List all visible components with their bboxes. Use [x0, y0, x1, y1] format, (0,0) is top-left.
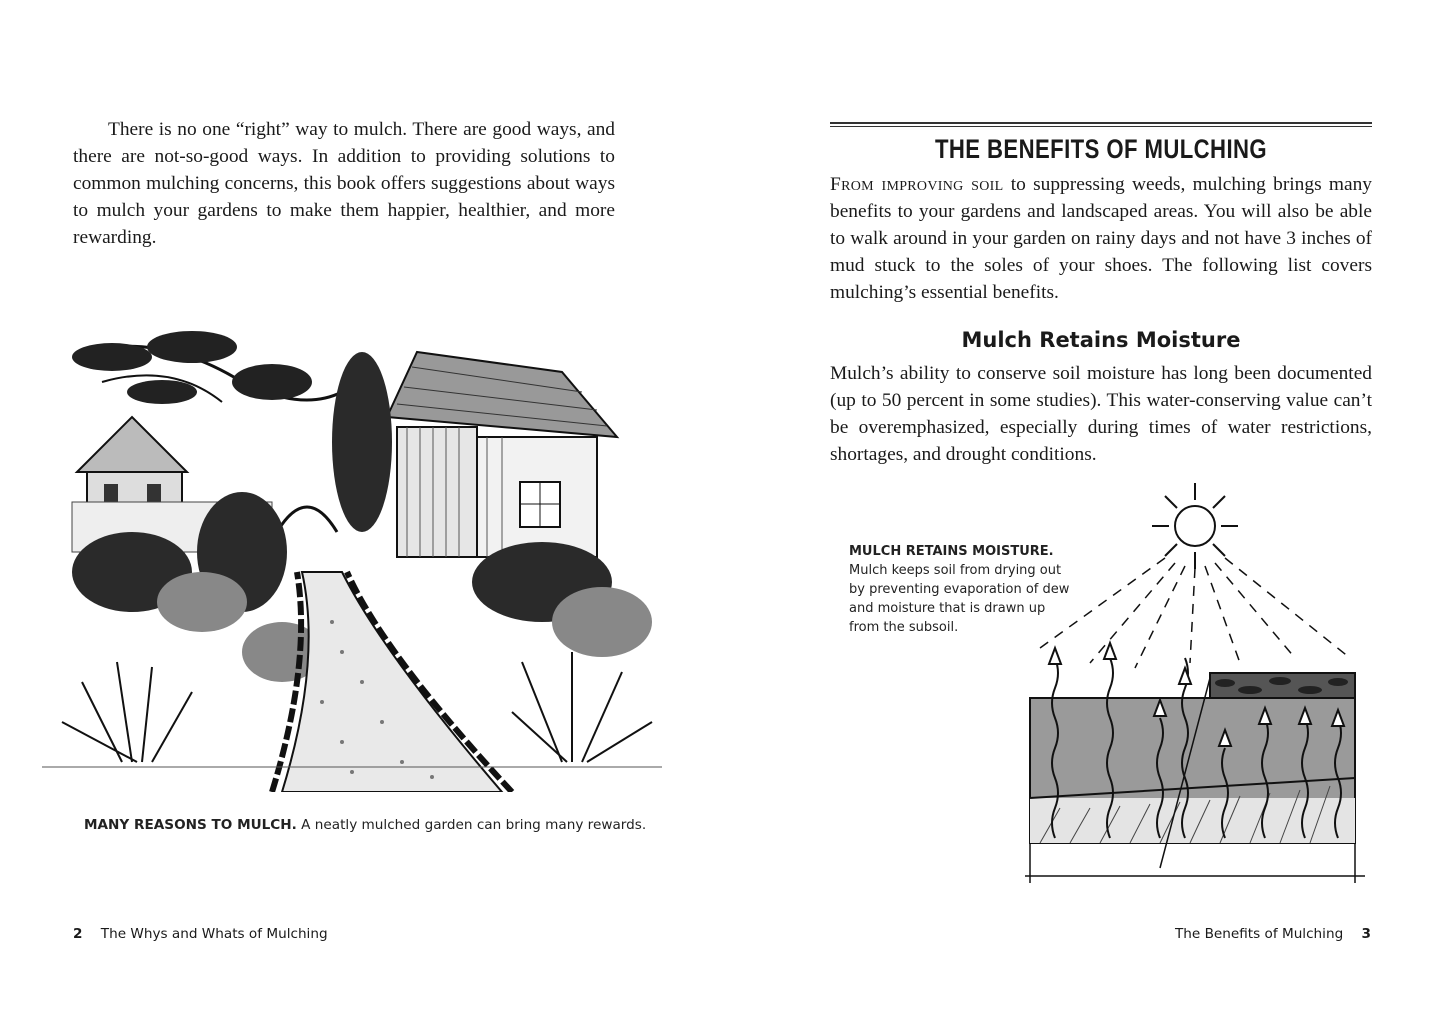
diagram-caption-text: Mulch keeps soil from drying out by preventing evaporation of dew and moisture that is drawn up from the subsoil.	[849, 563, 1070, 635]
intro-text: to suppressing weeds, mulching brings many benefits to your gardens and landscaped areas. You will also be able to walk around in your garden on rainy days and not have 3 inches of mud stuck to the soles of your shoes. The following list covers mulching’s essential benefits.	[830, 174, 1372, 303]
running-title: The Whys and Whats of Mulching	[100, 926, 328, 942]
soil-moisture-diagram	[1020, 478, 1370, 888]
moisture-paragraph: Mulch’s ability to conserve soil moisture has long been documented (up to 50 percent in some studies). This water-conserving value can’t be overemphasized, especially during times of water restrictions, shortages, and drought conditions.	[830, 363, 1372, 465]
section-title: THE BENEFITS OF MULCHING	[934, 134, 1268, 164]
section-rule	[830, 122, 1372, 124]
illustration-caption	[84, 817, 647, 833]
caption-text: A neatly mulched garden can bring many rewards.	[301, 817, 647, 833]
diagram-caption-title: MULCH RETAINS MOISTURE.	[849, 544, 1054, 559]
section-rule-thin	[830, 126, 1372, 127]
left-page-footer	[73, 926, 328, 942]
subheading: Mulch Retains Moisture	[961, 328, 1241, 352]
caption-title: MANY REASONS TO MULCH.	[84, 817, 297, 833]
page-number: 2	[73, 926, 83, 942]
running-title: The Benefits of Mulching	[1174, 926, 1344, 942]
intro-paragraph	[830, 171, 1372, 306]
left-body-paragraph: There is no one “right” way to mulch. There are good ways, and there are not-so-good ways. In addition to providing solutions to common mulching concerns, this book offers suggestions about ways to mulch your gardens to make them happier, healthier, and more rewarding.	[73, 119, 615, 248]
sun-icon	[1152, 483, 1238, 569]
page-number: 3	[1361, 926, 1371, 942]
right-page-footer	[1175, 926, 1371, 942]
garden-path-illustration	[42, 322, 662, 792]
intro-lead-in: From improving soil	[830, 174, 1004, 195]
